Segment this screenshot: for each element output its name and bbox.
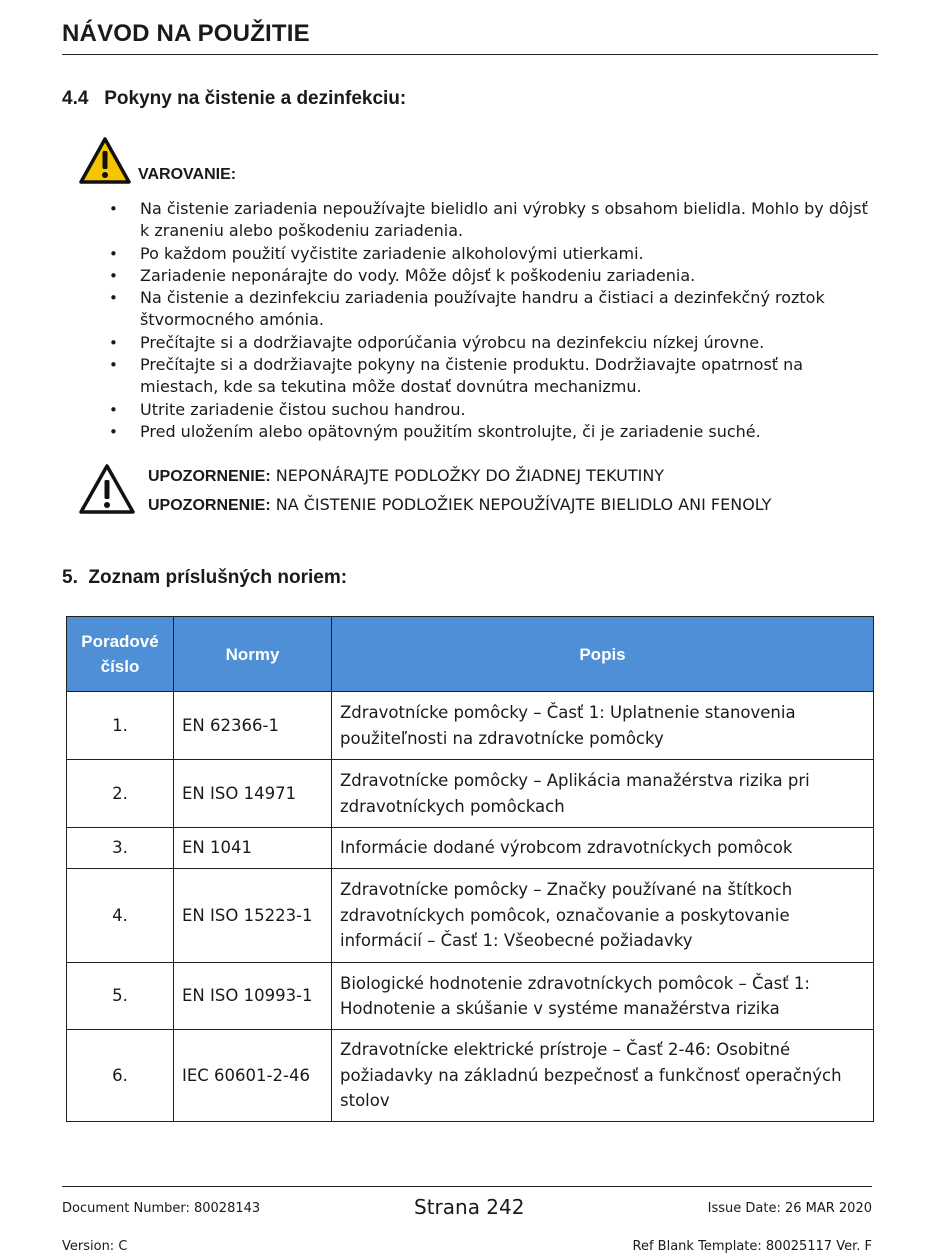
column-header-description: Popis	[332, 617, 874, 692]
list-item: • Prečítajte si a dodržiavajte pokyny na čistenie produktu. Dodržiavajte opatrnosť na miestach, kde sa tekutina môže dostať dovnútra mechanizmu.	[78, 354, 870, 399]
page-header	[62, 20, 878, 55]
document-number: Document Number: 80028143	[62, 1201, 261, 1216]
caution-label: UPOZORNENIE:	[148, 468, 271, 485]
caution-text: NA ČISTENIE PODLOŽIEK NEPOUŽÍVAJTE BIELIDLO ANI FENOLY	[270, 495, 772, 514]
row-number: 5.	[67, 963, 174, 1030]
page-number: Strana 242	[414, 1195, 525, 1219]
issue-date: Issue Date: 26 MAR 2020	[707, 1201, 872, 1216]
row-norm: EN ISO 14971	[174, 760, 332, 828]
warning-icon	[78, 136, 132, 186]
warning-label: VAROVANIE:	[138, 166, 237, 183]
row-description: Zdravotnícke elektrické prístroje – Časť 2-46: Osobitné požiadavky na základnú bezpečnosť a funkčnosť operačných stolov	[332, 1030, 874, 1122]
row-description: Informácie dodané výrobcom zdravotníckych pomôcok	[332, 828, 874, 869]
list-item: • Na čistenie a dezinfekciu zariadenia používajte handru a čistiaci a dezinfekčný roztok štvormocného amónia.	[78, 287, 870, 332]
row-description: Zdravotnícke pomôcky – Aplikácia manažérstva rizika pri zdravotníckych pomôckach	[332, 760, 874, 828]
caution-line	[148, 462, 771, 491]
caution-text: NEPONÁRAJTE PODLOŽKY DO ŽIADNEJ TEKUTINY	[270, 466, 665, 485]
warning-block	[78, 136, 878, 443]
row-description: Zdravotnícke pomôcky – Značky používané na štítkoch zdravotníckych pomôcok, označovanie a poskytovanie informácií – Časť 1: Všeobecné požiadavky	[332, 869, 874, 963]
row-description: Zdravotnícke pomôcky – Časť 1: Uplatnenie stanovenia použiteľnosti na zdravotnícke pomôcky	[332, 692, 874, 760]
row-number: 3.	[67, 828, 174, 869]
table-row	[67, 869, 874, 963]
row-norm: EN ISO 15223-1	[174, 869, 332, 963]
page-title: NÁVOD NA POUŽITIE	[62, 20, 310, 47]
row-number: 1.	[67, 692, 174, 760]
table-header-row	[67, 617, 874, 692]
row-norm: EN 1041	[174, 828, 332, 869]
column-header-number: Poradové číslo	[67, 617, 174, 692]
section-title-norms: 5. Zoznam príslušných noriem:	[62, 567, 348, 588]
table-row	[67, 1030, 874, 1122]
row-description: Biologické hodnotenie zdravotníckych pomôcok – Časť 1: Hodnotenie a skúšanie v systéme manažérstva rizika	[332, 963, 874, 1030]
norms-table	[66, 616, 874, 1122]
warning-list	[78, 198, 878, 443]
row-number: 6.	[67, 1030, 174, 1122]
caution-label: UPOZORNENIE:	[148, 497, 271, 514]
table-row	[67, 692, 874, 760]
page-footer	[62, 1186, 872, 1254]
caution-block	[78, 462, 878, 520]
table-row	[67, 760, 874, 828]
row-number: 2.	[67, 760, 174, 828]
section-title-cleaning: 4.4 Pokyny na čistenie a dezinfekciu:	[62, 88, 407, 109]
row-norm: IEC 60601-2-46	[174, 1030, 332, 1122]
row-number: 4.	[67, 869, 174, 963]
template-ref: Ref Blank Template: 80025117 Ver. F	[632, 1239, 872, 1254]
version: Version: C	[62, 1239, 128, 1254]
list-item: • Pred uložením alebo opätovným použitím skontrolujte, či je zariadenie suché.	[78, 421, 870, 443]
table-row	[67, 963, 874, 1030]
row-norm: EN 62366-1	[174, 692, 332, 760]
row-norm: EN ISO 10993-1	[174, 963, 332, 1030]
caution-line	[148, 491, 771, 520]
list-item: • Prečítajte si a dodržiavajte odporúčania výrobcu na dezinfekciu nízkej úrovne.	[78, 332, 870, 354]
list-item: • Na čistenie zariadenia nepoužívajte bielidlo ani výrobky s obsahom bielidla. Mohlo by dôjsť k zraneniu alebo poškodeniu zariadenia.	[78, 198, 870, 243]
list-item: • Po každom použití vyčistite zariadenie alkoholovými utierkami.	[78, 243, 870, 265]
list-item: • Zariadenie neponárajte do vody. Môže dôjsť k poškodeniu zariadenia.	[78, 265, 870, 287]
column-header-norms: Normy	[174, 617, 332, 692]
caution-icon	[78, 462, 136, 520]
list-item: • Utrite zariadenie čistou suchou handrou.	[78, 399, 870, 421]
table-row	[67, 828, 874, 869]
